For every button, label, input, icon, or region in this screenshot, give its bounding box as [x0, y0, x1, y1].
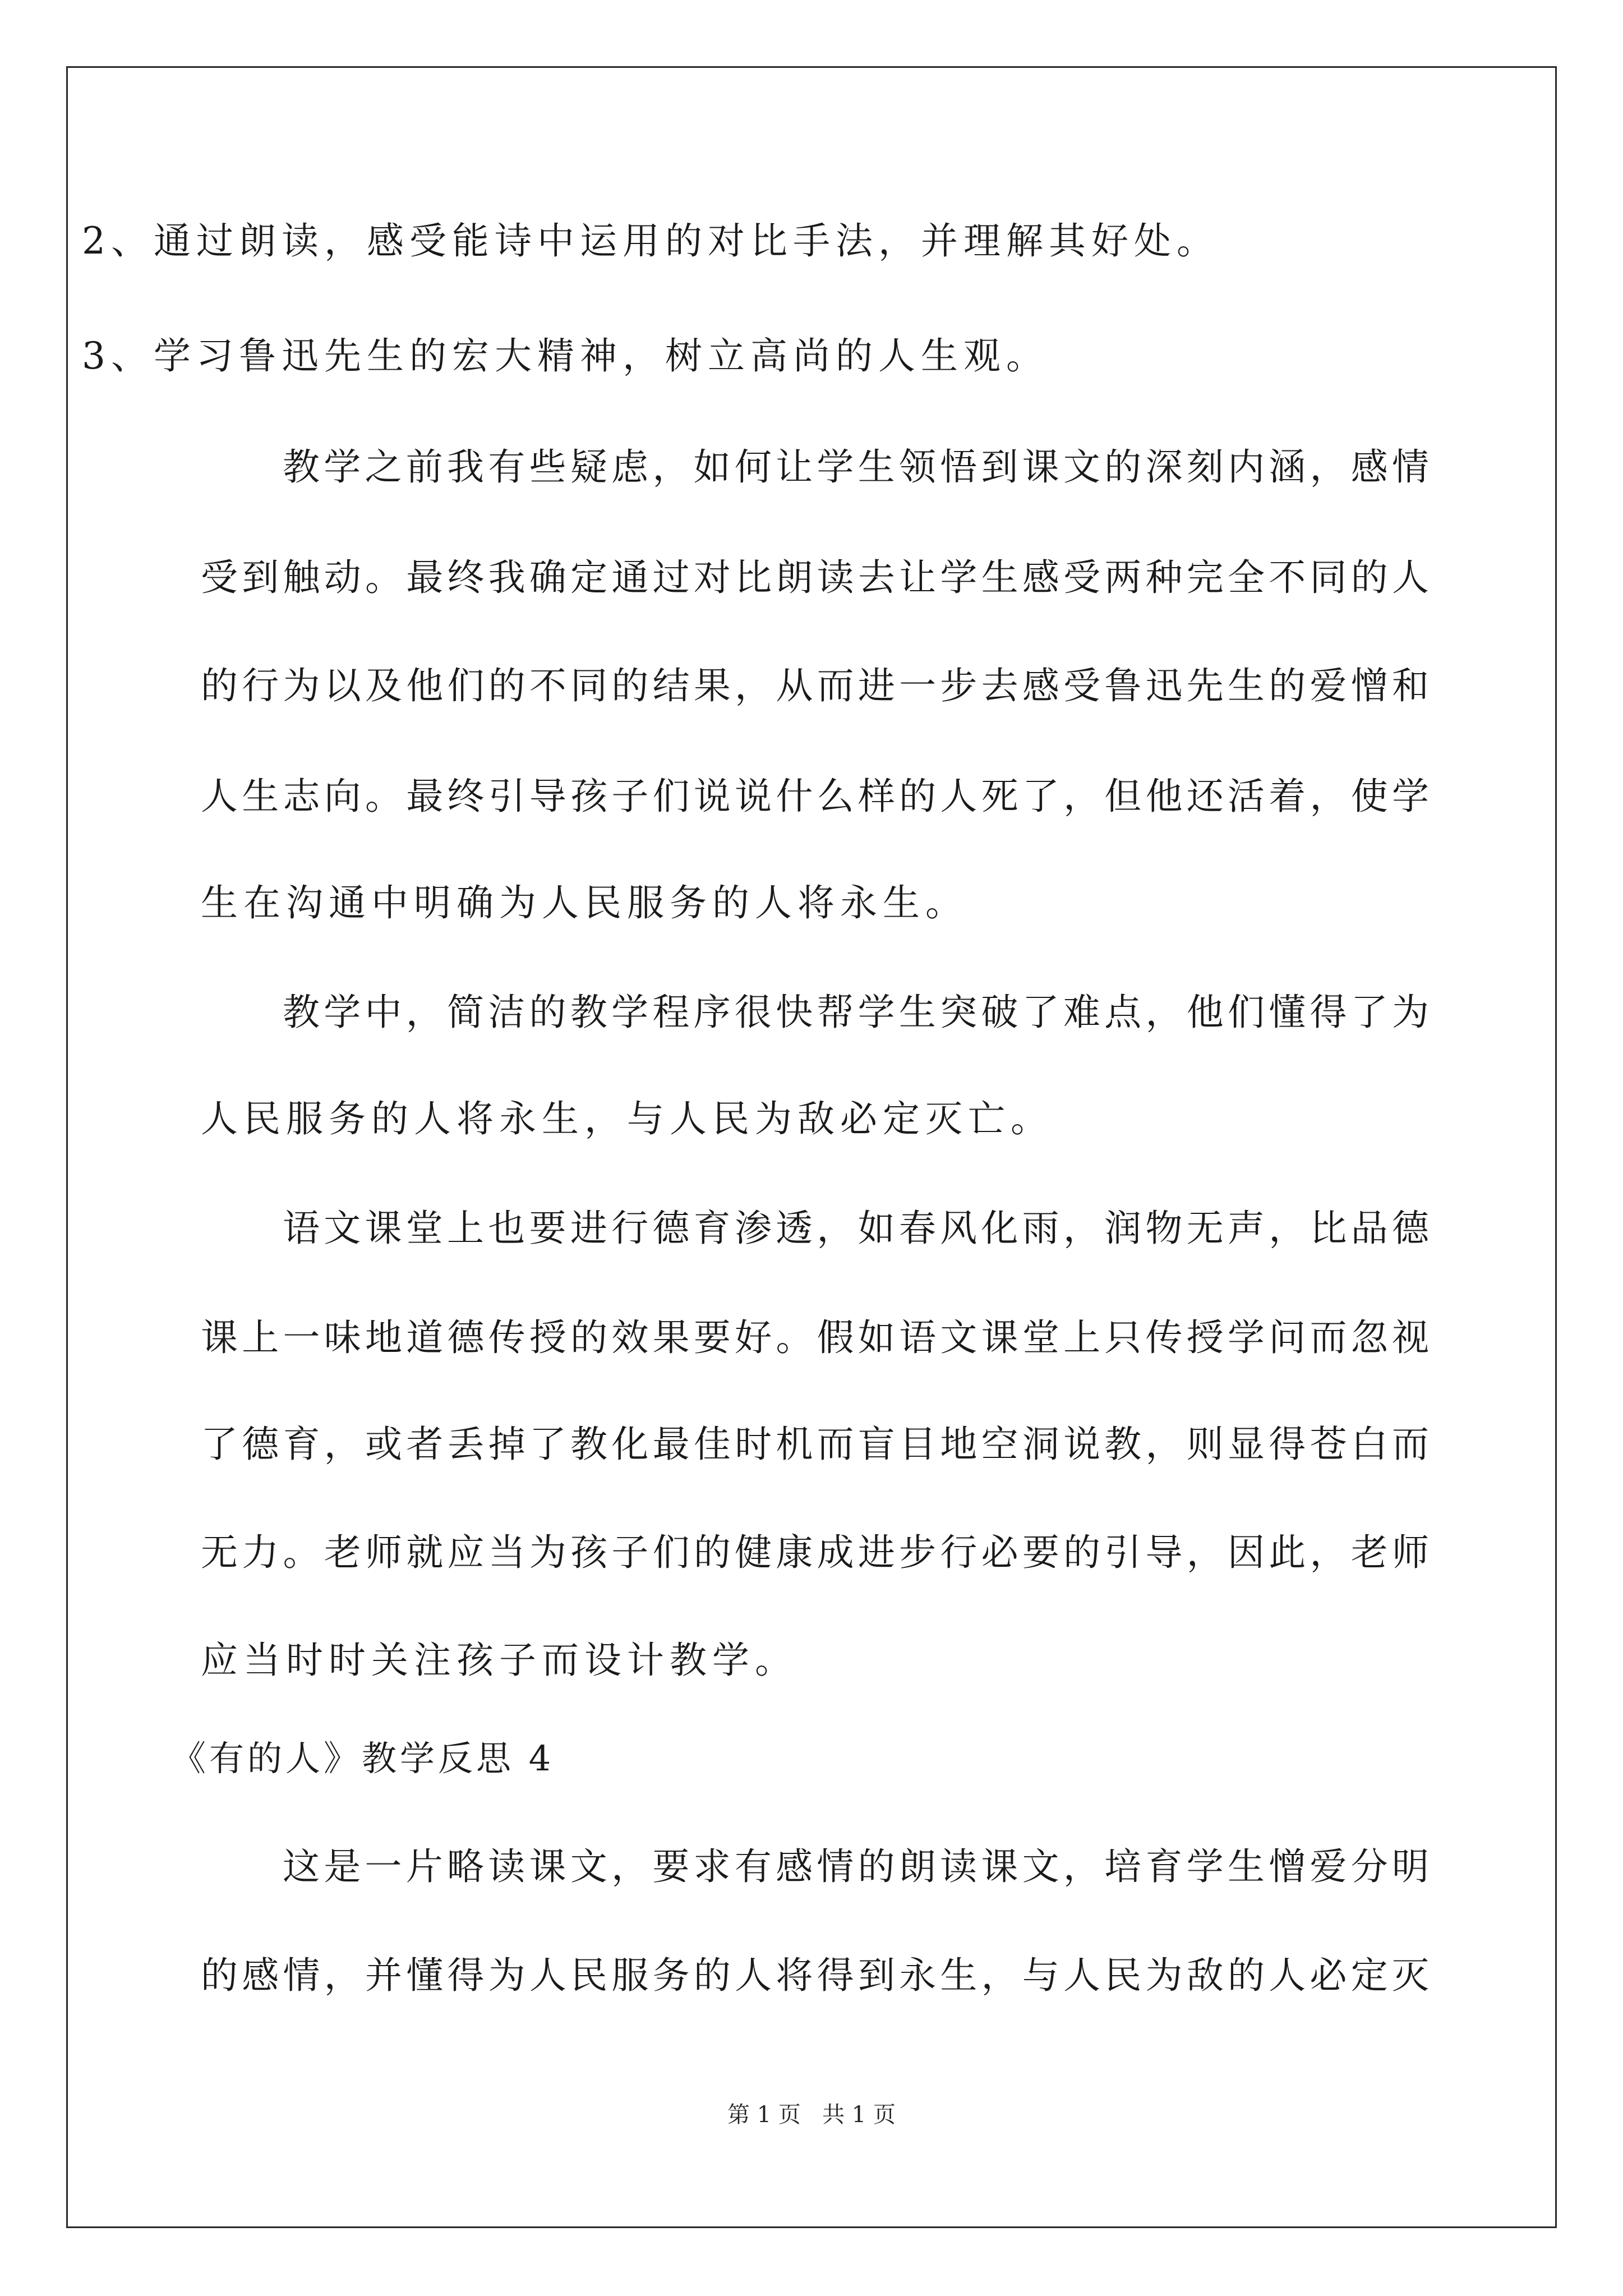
paragraph-line: 教学中，简洁的教学程序很快帮学生突破了难点，他们懂得了为	[283, 991, 1429, 1034]
paragraph-line: 课上一味地道德传授的效果要好。假如语文课堂上只传授学问而忽视	[201, 1316, 1429, 1359]
paragraph-line: 这是一片略读课文，要求有感情的朗读课文，培育学生憎爱分明	[283, 1845, 1429, 1888]
paragraph-line: 应当时时关注孩子而设计教学。	[201, 1639, 797, 1682]
paragraph-line: 无力。老师就应当为孩子们的健康成进步行必要的引导，因此，老师	[201, 1531, 1429, 1574]
paragraph-line: 的行为以及他们的不同的结果，从而进一步去感受鲁迅先生的爱憎和	[201, 664, 1429, 707]
paragraph-line: 生在沟通中明确为人民服务的人将永生。	[201, 881, 968, 924]
paragraph-line: 教学之前我有些疑虑，如何让学生领悟到课文的深刻内涵，感情	[283, 445, 1429, 489]
paragraph-line: 了德育，或者丢掉了教化最佳时机而盲目地空洞说教，则显得苍白而	[201, 1423, 1429, 1466]
paragraph-line: 人生志向。最终引导孩子们说说什么样的人死了，但他还活着，使学	[201, 775, 1429, 818]
paragraph-line: 的感情，并懂得为人民服务的人将得到永生，与人民为敌的人必定灭	[201, 1954, 1429, 1997]
paragraph-line: 3、学习鲁迅先生的宏大精神，树立高尚的人生观。	[82, 334, 1049, 378]
paragraph-line: 语文课堂上也要进行德育渗透，如春风化雨，润物无声，比品德	[283, 1207, 1429, 1250]
section-heading: 《有的人》教学反思 4	[171, 1738, 555, 1779]
paragraph-line: 人民服务的人将永生，与人民为敌必定灭亡。	[201, 1097, 1053, 1140]
page-border	[66, 66, 1557, 2228]
paragraph-line: 2、通过朗读，感受能诗中运用的对比手法，并理解其好处。	[82, 219, 1219, 263]
paragraph-line: 受到触动。最终我确定通过对比朗读去让学生感受两种完全不同的人	[201, 556, 1429, 599]
page-footer: 第 1 页 共 1 页	[727, 2102, 896, 2128]
